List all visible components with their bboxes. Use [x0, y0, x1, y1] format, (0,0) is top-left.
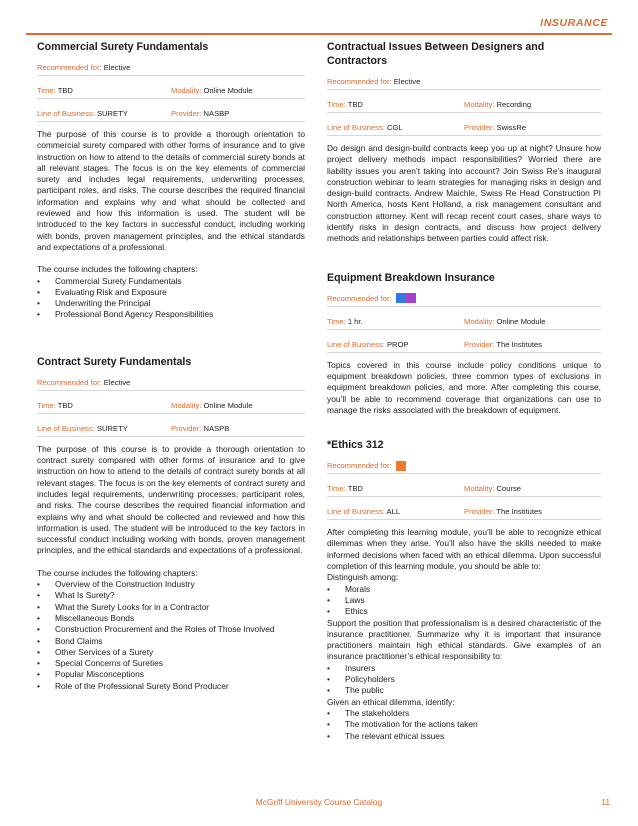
- time-value: 1 hr.: [347, 316, 363, 326]
- line-value: CGL: [386, 123, 403, 132]
- recommended-for: Recommended for:: [327, 460, 601, 471]
- divider: [327, 306, 601, 307]
- list-item: • Insurers: [327, 663, 601, 674]
- modality-value: Course: [496, 484, 521, 494]
- divider: [37, 436, 305, 437]
- list-item: • Morals: [327, 584, 601, 595]
- list-item: • Miscellaneous Bonds: [37, 613, 305, 624]
- list-item: • The motivation for the actions taken: [327, 719, 601, 730]
- divider: [327, 473, 601, 474]
- modality-value: Online Module: [203, 86, 253, 95]
- catalog-name: McGriff University Course Catalog: [255, 797, 383, 807]
- course-contractual-issues: [327, 40, 601, 245]
- list-item: • The relevant ethical issues: [327, 731, 601, 742]
- list-item: • Construction Procurement and the Roles of Those Involved: [37, 624, 305, 635]
- list-item: • Evaluating Risk and Exposure: [37, 287, 305, 298]
- course-title: Contractual Issues Between Designers and Contractors: [327, 41, 545, 67]
- divider: [327, 352, 601, 353]
- list-item: • What Is Surety?: [37, 590, 305, 601]
- recommended-for: Recommended for: Elective: [37, 377, 131, 387]
- provider-value: NASBP: [203, 109, 230, 118]
- recommended-orange-square-icon: [396, 461, 406, 471]
- recommended-purple-square-icon: [406, 293, 416, 303]
- course-title: Commercial Surety Fundamentals: [37, 41, 209, 53]
- chapter-list: [37, 579, 305, 692]
- meta-row-time: Time: 1 hr. Modality: Online Module: [327, 316, 546, 326]
- course-contract-surety: [37, 355, 305, 692]
- modality-value: Online Module: [496, 316, 546, 326]
- divider: [37, 413, 305, 414]
- course-description: Topics covered in this course include policy conditions unique to equipment breakdown policies, three common types of exclusions in equipment breakdown policies, and more. After completing this course, you’ll be able to recommend coverage that organizations can use to manage the risks associated with the breakdown of equipment.: [327, 359, 601, 415]
- time-value: TBD: [57, 86, 73, 95]
- chapters-intro: The course includes the following chapters:: [37, 264, 198, 275]
- course-description: After completing this learning module, you’ll be able to recognize ethical dilemmas when they arise. You’ll also have the skills needed to make informed decisions when faced with an ethical dilemma. Upon successful completion of this learning module, you should be able to:: [327, 527, 601, 572]
- line-value: SURETY: [96, 109, 128, 118]
- list-item: • Professional Bond Agency Responsibilities: [37, 309, 305, 320]
- course-description: Do design and design-build contracts keep you up at night? Unsure how project delivery methods impact responsibilities? Worried there are liability issues you aren’t taking into account? Join Swiss Re’s inaugural construction webinar to learn strategies for managing risks in design and design-build contracts. Andrew Maichle, Swiss Re Head Construction PI North America, hosts Kent Holland, a risk management consultant and construction attorney. Kent will recap recent court cases, share ways to identify risks in design contracts, and discuss how project delivery methods and relationships between parties could affect risk.: [327, 143, 601, 244]
- divider: [37, 390, 305, 391]
- list-item: • Popular Misconceptions: [37, 669, 305, 680]
- divider: [37, 75, 305, 76]
- line-value: ALL: [386, 507, 401, 517]
- recommended-for: Recommended for:: [327, 293, 601, 304]
- list-item: • Special Concerns of Sureties: [37, 658, 305, 669]
- chapter-list: [37, 276, 305, 321]
- course-title: Equipment Breakdown Insurance: [327, 271, 495, 284]
- identify-list: [327, 708, 601, 742]
- list-item: • Other Services of a Surety: [37, 647, 305, 658]
- modality-value: Recording: [496, 100, 532, 109]
- course-description: The purpose of this course is to provide a thorough orientation to commercial surety compared with other forms of insurance and to give instruction on how to attend to the details of commercial surety bonds at all relevant stages. The focus is on the key elements of commercial surety and includes legal requirements, underwriting processes, participant roles, and risks. The course describes the required financial information and explains why and what should be collected and reviewed and how this information is used. The student will be introduced to the key factors in successful conduct, including working with bonds, proven management principles, and the ethical standards and expectations of a professional.: [37, 129, 305, 252]
- list-item: • Ethics: [327, 606, 601, 617]
- identify-intro: Given an ethical dilemma, identify:: [327, 696, 455, 707]
- header-rule: [26, 33, 612, 35]
- meta-row-line: Line of Business: SURETY Provider: NASPB: [37, 423, 230, 433]
- recommended-blue-square-icon: [396, 293, 406, 303]
- divider: [327, 496, 601, 497]
- meta-row-time: Time: TBD Modality: Recording: [327, 100, 532, 109]
- provider-value: The Institutes: [496, 339, 542, 349]
- meta-row-line: Line of Business: ALL Provider: The Institutes: [327, 507, 542, 517]
- meta-row-line: Line of Business: CGL Provider: SwissRe: [327, 123, 527, 132]
- course-equipment-breakdown: [327, 271, 601, 416]
- list-item: • Role of the Professional Surety Bond Producer: [37, 681, 305, 692]
- responsibility-list: [327, 663, 601, 697]
- course-ethics-312: [327, 438, 601, 742]
- course-description: The purpose of this course is to provide a thorough orientation to contract surety compared with other forms of insurance and to give instruction on how to attend to the details of contract surety bonds at all relevant stages. The focus is on the key elements of contract surety and includes legal requirements, underwriting processes, participant roles, and risks. The course describes the required financial information and explains why and what should be collected and reviewed and how this information is used. The student will be introduced to the key factors in successful conduct including working with bonds, proven management principles, and the ethical standards and expectations of a professional.: [37, 443, 305, 556]
- list-item: • The public: [327, 685, 601, 696]
- chapters-intro: The course includes the following chapters:: [37, 567, 198, 578]
- divider: [37, 121, 305, 122]
- distinguish-intro: Distinguish among:: [327, 572, 399, 583]
- divider: [327, 135, 601, 136]
- time-value: TBD: [347, 100, 363, 109]
- divider: [327, 329, 601, 330]
- support-text: Support the position that professionalism is a desired characteristic of the insurance practitioner. Summarize why it is important that insurance practitioners maintain high ethical standards. Give examples of an insurance practitioner’s ethical responsibility to:: [327, 617, 601, 662]
- provider-value: NASPB: [203, 423, 230, 433]
- left-column: [37, 40, 305, 692]
- divider: [327, 89, 601, 90]
- page-number: 11: [601, 797, 610, 807]
- list-item: • Bond Claims: [37, 636, 305, 647]
- provider-value: SwissRe: [496, 123, 527, 132]
- recommended-for: Recommended for: Elective: [327, 77, 421, 86]
- divider: [327, 519, 601, 520]
- line-value: PROP: [386, 339, 409, 349]
- divider: [327, 112, 601, 113]
- list-item: • Overview of the Construction Industry: [37, 579, 305, 590]
- course-title: *Ethics 312: [327, 439, 384, 452]
- list-item: • Policyholders: [327, 674, 601, 685]
- distinguish-list: [327, 584, 601, 618]
- list-item: • Commercial Surety Fundamentals: [37, 276, 305, 287]
- recommended-for: Recommended for: Elective: [37, 63, 131, 72]
- time-value: TBD: [57, 400, 73, 410]
- list-item: • What the Surety Looks for in a Contractor: [37, 602, 305, 613]
- modality-value: Online Module: [203, 400, 253, 410]
- meta-row-line: Line of Business: SURETY Provider: NASBP: [37, 109, 230, 118]
- provider-value: The Institutes: [496, 507, 542, 517]
- section-title: INSURANCE: [540, 17, 608, 29]
- list-item: • Underwriting the Principal: [37, 298, 305, 309]
- list-item: • The stakeholders: [327, 708, 601, 719]
- line-value: SURETY: [96, 423, 128, 433]
- meta-row-time: Time: TBD Modality: Online Module: [37, 400, 253, 410]
- divider: [37, 98, 305, 99]
- time-value: TBD: [347, 484, 363, 494]
- meta-row-time: Time: TBD Modality: Course: [327, 484, 521, 494]
- meta-row-time: Time: TBD Modality: Online Module: [37, 86, 253, 95]
- meta-row-line: Line of Business: PROP Provider: The Institutes: [327, 339, 542, 349]
- course-title: Contract Surety Fundamentals: [37, 355, 192, 368]
- course-commercial-surety: [37, 40, 305, 321]
- list-item: • Laws: [327, 595, 601, 606]
- right-column: [327, 40, 601, 742]
